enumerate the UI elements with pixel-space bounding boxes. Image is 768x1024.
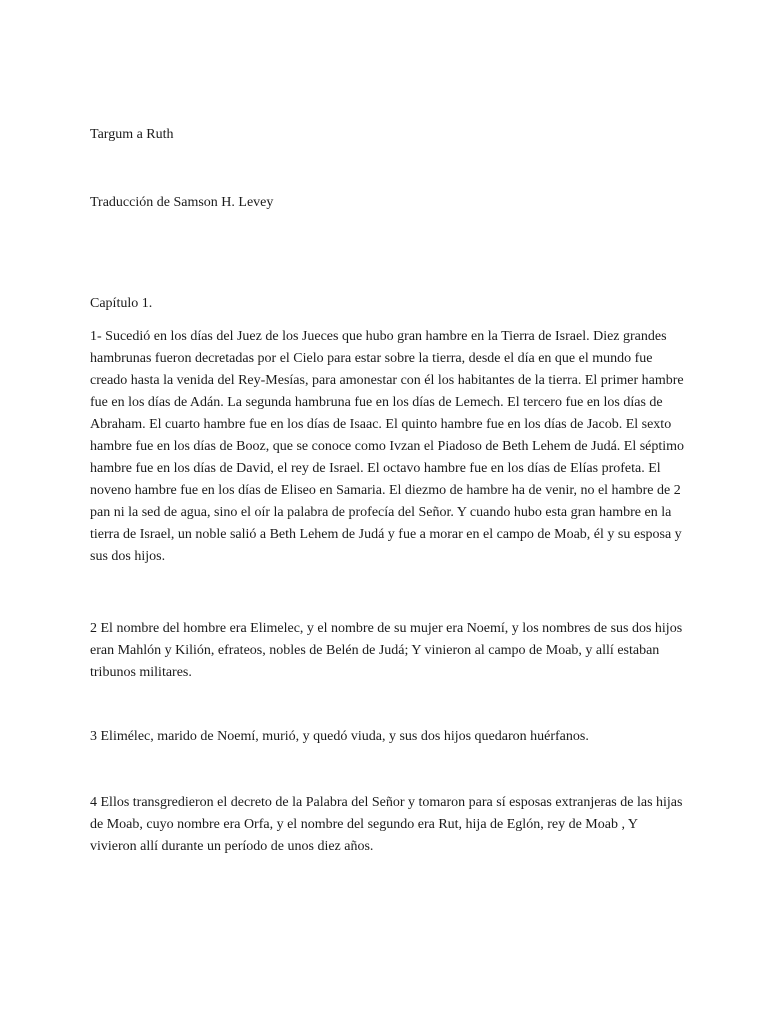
document-subtitle: Traducción de Samson H. Levey [90, 195, 274, 210]
verse-4-paragraph: 4 Ellos transgredieron el decreto de la Palabra del Señor y tomaron para sí esposas extranjeras de las hijas de Moab, cuyo nombre era Orfa, y el nombre del segundo era Rut, hija de Eglón, rey de Moab , Y vivieron allí durante un período de unos diez años. [90, 795, 683, 854]
verse-1-paragraph: 1- Sucedió en los días del Juez de los Jueces que hubo gran hambre en la Tierra de Israel. Diez grandes hambrunas fueron decretadas por el Cielo para estar sobre la tierra, desde el día en que el mundo fue creado hasta la venida del Rey-Mesías, para amonestar con él los habitantes de la tierra. El primer hambre fue en los días de Adán. La segunda hambruna fue en los días de Lemech. El tercero fue en los días de Abraham. El cuarto hambre fue en los días de Isaac. El quinto hambre fue en los días de Jacob. El sexto hambre fue en los días de Booz, que se conoce como Ivzan el Piadoso de Beth Lehem de Judá. El séptimo hambre fue en los días de David, el rey de Israel. El octavo hambre fue en los días de Elías profeta. El noveno hambre fue en los días de Eliseo en Samaria. El diezmo de hambre ha de venir, no el hambre de 2 pan ni la sed de agua, sino el oír la palabra de profecía del Señor. Y cuando hubo esta gran hambre en la tierra de Israel, un noble salió a Beth Lehem de Judá y fue a morar en el campo de Moab, él y su esposa y sus dos hijos. [90, 329, 685, 564]
document-title: Targum a Ruth [90, 127, 174, 142]
verse-2-paragraph: 2 El nombre del hombre era Elimelec, y el nombre de su mujer era Noemí, y los nombres de sus dos hijos eran Mahlón y Kilión, efrateos, nobles de Belén de Judá; Y vinieron al campo de Moab, y allí estaban tribunos militares. [90, 621, 683, 680]
verse-3-paragraph: 3 Elimélec, marido de Noemí, murió, y quedó viuda, y sus dos hijos quedaron huérfanos. [90, 729, 589, 744]
chapter-heading: Capítulo 1. [90, 296, 153, 311]
